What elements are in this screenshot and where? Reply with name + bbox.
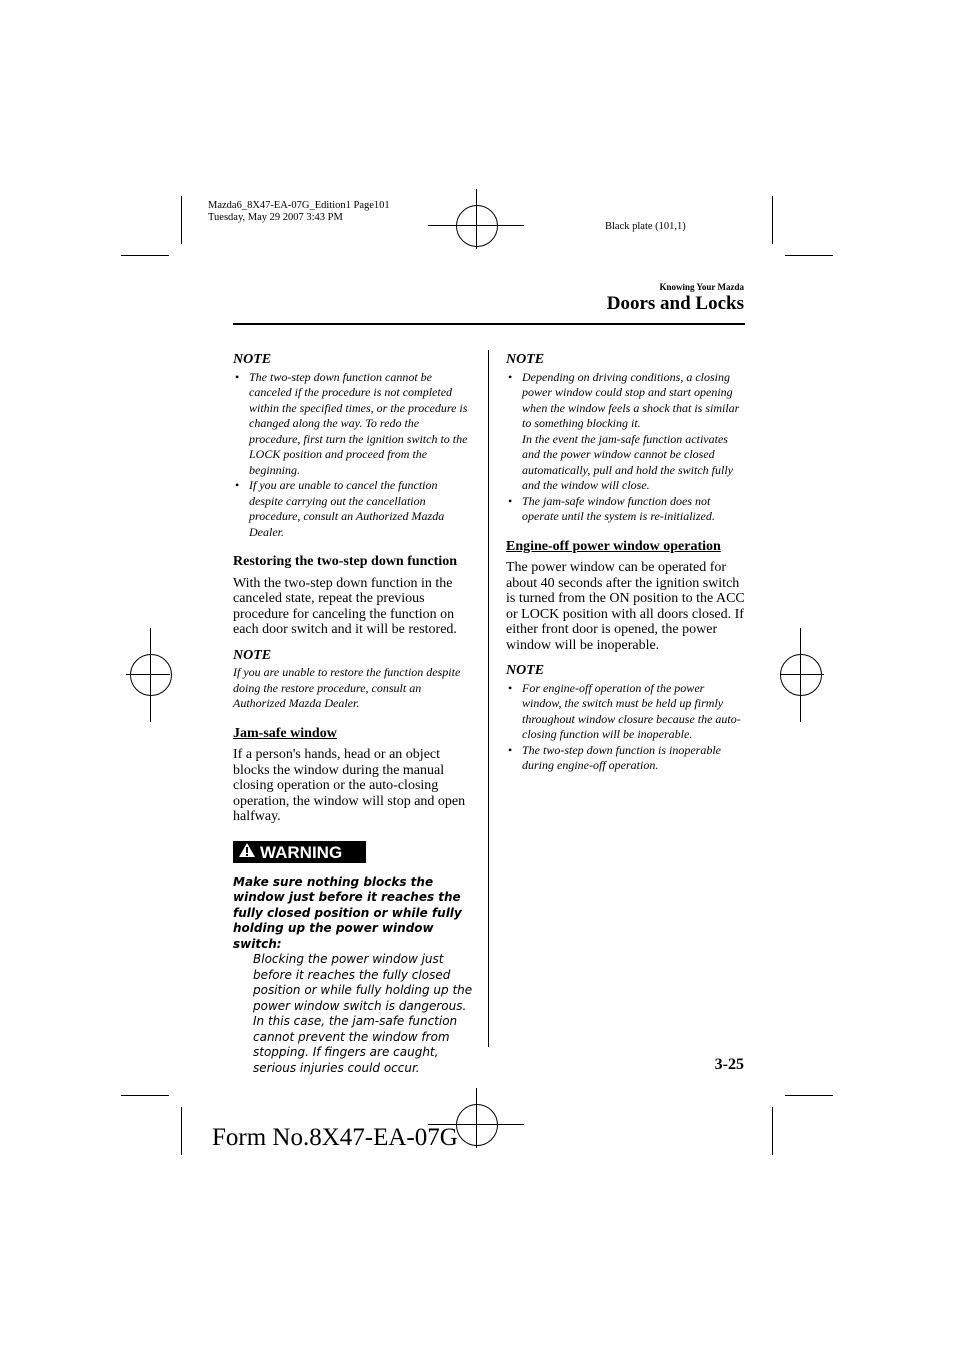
right-column [506,352,746,774]
warning-banner [233,841,366,863]
note-item-text: • Depending on driving conditions, a closing power window could stop and start opening when the window feels a shock that is similar to something blocking it. [522,369,740,430]
form-number: Form No.8X47-EA-07G [212,1124,458,1151]
print-job-line-2: Tuesday, May 29 2007 3:43 PM [208,212,343,223]
registration-mark-bottom [456,1104,498,1146]
crop-mark [785,1095,833,1096]
crop-mark [121,255,169,256]
note-label: NOTE [506,663,545,678]
crop-mark [785,255,833,256]
registration-mark-left [130,654,172,696]
jam-safe-paragraph: If a person's hands, head or an object blocks the window during the manual closing operation or the auto-closing operation, the window will stop and open halfway. [233,747,466,824]
note-item [506,370,746,494]
engine-off-heading: Engine-off power window operation [506,538,721,554]
engine-off-paragraph: The power window can be operated for about 40 seconds after the ignition switch is turned from the ON position to the ACC or LOCK position with all doors closed. If either front door is opened, the power window will be inoperable. [506,560,745,653]
page-title: Doors and Locks [606,293,744,314]
warning-label: WARNING [260,842,343,862]
print-job-info [208,200,390,224]
note-list [233,370,473,541]
note-item: • The jam-safe window function does not operate until the system is re-initialized. [506,494,746,525]
warning-body: Blocking the power window just before it reaches the fully closed position or while fully holding up the power window switch is dangerous. In this case, the jam-safe function cannot prevent the window from stopping. If fingers are caught, serious injuries could occur. [253,952,473,1075]
note-label: NOTE [233,352,272,367]
note-label: NOTE [506,352,545,367]
crop-mark [121,1095,169,1096]
restore-paragraph: With the two-step down function in the canceled state, repeat the previous procedure for canceling the function on each door switch and it will be restored. [233,575,457,637]
crop-mark [772,1107,773,1155]
note-item: • The two-step down function is inoperable during engine-off operation. [506,743,746,774]
left-column [233,352,473,1076]
note-list [506,370,746,525]
crop-mark [181,1107,182,1155]
jam-safe-heading: Jam-safe window [233,725,337,741]
note-text: If you are unable to restore the function despite doing the restore procedure, consult an Authorized Mazda Dealer. [233,665,461,710]
registration-mark-top [456,205,498,247]
crop-mark [772,196,773,244]
section-tag: Knowing Your Mazda [659,282,744,292]
warning-triangle-icon [238,842,256,864]
page-number: 3-25 [714,1056,744,1073]
crop-mark [181,196,182,244]
note-list [506,681,746,774]
note-item: • If you are unable to cancel the function despite carrying out the cancellation procedure, consult an Authorized Mazda Dealer. [233,478,473,540]
restore-heading: Restoring the two-step down function [233,554,457,569]
print-job-line-1: Mazda6_8X47-EA-07G_Edition1 Page101 [208,200,390,211]
note-item-text: In the event the jam-safe function activates and the power window cannot be closed automatically, pull and hold the switch fully and the window will close. [522,431,733,492]
note-label: NOTE [233,647,272,663]
plate-info: Black plate (101,1) [605,221,686,232]
note-item: • The two-step down function cannot be canceled if the procedure is not completed within the specified times, or the procedure is changed along the way. To redo the procedure, first turn the ignition switch to the LOCK position and proceed from the beginning. [233,370,473,479]
header-rule [233,323,745,325]
registration-mark-right [780,654,822,696]
note-item: • For engine-off operation of the power window, the switch must be held up firmly throughout window closure because the auto-closing function will be inoperable. [506,681,746,743]
column-divider [488,350,489,1047]
warning-lead: Make sure nothing blocks the window just before it reaches the fully closed position or while fully holding up the power window switch: [233,874,462,951]
